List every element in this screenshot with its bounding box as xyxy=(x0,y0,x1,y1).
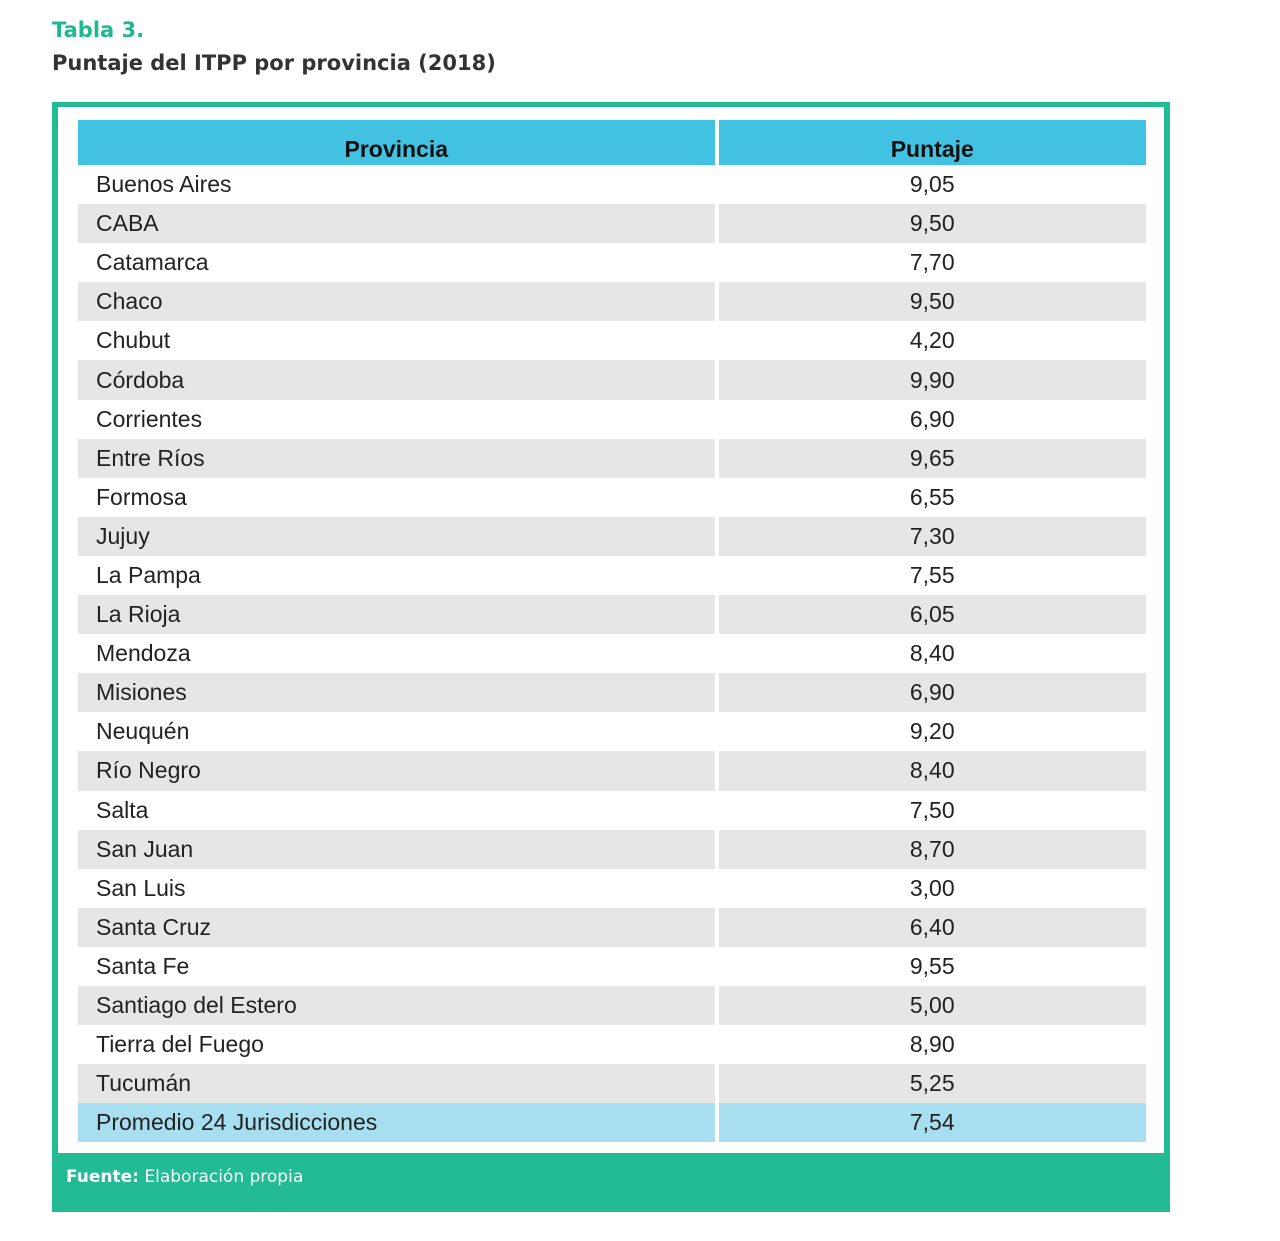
cell-puntaje: 5,25 xyxy=(719,1064,1146,1103)
table-row xyxy=(78,478,1146,517)
cell-puntaje: 7,50 xyxy=(719,791,1146,830)
cell-puntaje: 9,55 xyxy=(719,947,1146,986)
cell-puntaje: 6,40 xyxy=(719,908,1146,947)
table-row xyxy=(78,986,1146,1025)
table-row xyxy=(78,400,1146,439)
table-row xyxy=(78,321,1146,360)
cell-puntaje: 8,90 xyxy=(719,1025,1146,1064)
cell-provincia: San Juan xyxy=(78,830,715,869)
cell-provincia: Corrientes xyxy=(78,400,715,439)
cell-provincia: Chubut xyxy=(78,321,715,360)
cell-provincia: CABA xyxy=(78,204,715,243)
cell-puntaje: 3,00 xyxy=(719,869,1146,908)
table-row xyxy=(78,791,1146,830)
average-row xyxy=(78,1103,1146,1142)
cell-provincia: Río Negro xyxy=(78,751,715,790)
table-row xyxy=(78,243,1146,282)
cell-puntaje: 9,20 xyxy=(719,712,1146,751)
cell-provincia: Entre Ríos xyxy=(78,439,715,478)
cell-provincia: Misiones xyxy=(78,673,715,712)
table-row xyxy=(78,595,1146,634)
table-header-row xyxy=(78,120,1146,165)
cell-provincia: Formosa xyxy=(78,478,715,517)
table-row xyxy=(78,439,1146,478)
table-row xyxy=(78,282,1146,321)
cell-provincia: La Rioja xyxy=(78,595,715,634)
table-row xyxy=(78,869,1146,908)
cell-puntaje: 9,05 xyxy=(719,165,1146,204)
cell-puntaje: 4,20 xyxy=(719,321,1146,360)
cell-provincia: Neuquén xyxy=(78,712,715,751)
cell-provincia: San Luis xyxy=(78,869,715,908)
table-row xyxy=(78,165,1146,204)
table-row xyxy=(78,673,1146,712)
cell-provincia: Santa Cruz xyxy=(78,908,715,947)
cell-provincia: Salta xyxy=(78,791,715,830)
source-footer xyxy=(66,1167,303,1187)
cell-puntaje: 8,40 xyxy=(719,634,1146,673)
table-row xyxy=(78,1064,1146,1103)
table-row xyxy=(78,947,1146,986)
table-caption-title: Puntaje del ITPP por provincia (2018) xyxy=(52,51,496,75)
cell-puntaje: 7,30 xyxy=(719,517,1146,556)
cell-provincia: Santa Fe xyxy=(78,947,715,986)
table-row xyxy=(78,830,1146,869)
cell-puntaje: 8,70 xyxy=(719,830,1146,869)
table-row xyxy=(78,517,1146,556)
cell-provincia: La Pampa xyxy=(78,556,715,595)
cell-puntaje: 9,65 xyxy=(719,439,1146,478)
cell-puntaje: 8,40 xyxy=(719,751,1146,790)
cell-puntaje: 6,55 xyxy=(719,478,1146,517)
table-body xyxy=(78,165,1146,1142)
table-frame xyxy=(52,102,1170,1212)
table-row xyxy=(78,712,1146,751)
table-frame-inner xyxy=(58,107,1164,1153)
table-row xyxy=(78,634,1146,673)
cell-puntaje: 9,90 xyxy=(719,360,1146,399)
cell-provincia: Tucumán xyxy=(78,1064,715,1103)
cell-puntaje: 6,05 xyxy=(719,595,1146,634)
provinces-score-table xyxy=(74,120,1150,1142)
cell-provincia: Mendoza xyxy=(78,634,715,673)
cell-puntaje: 9,50 xyxy=(719,204,1146,243)
source-text: Elaboración propia xyxy=(144,1167,304,1187)
table-row xyxy=(78,1025,1146,1064)
cell-provincia: Chaco xyxy=(78,282,715,321)
source-label: Fuente: xyxy=(66,1167,139,1187)
cell-provincia: Tierra del Fuego xyxy=(78,1025,715,1064)
table-row xyxy=(78,360,1146,399)
cell-provincia: Jujuy xyxy=(78,517,715,556)
cell-puntaje: 7,55 xyxy=(719,556,1146,595)
table-row xyxy=(78,908,1146,947)
cell-puntaje: 9,50 xyxy=(719,282,1146,321)
cell-provincia: Santiago del Estero xyxy=(78,986,715,1025)
table-row xyxy=(78,751,1146,790)
cell-puntaje: 6,90 xyxy=(719,673,1146,712)
average-label: Promedio 24 Jurisdicciones xyxy=(78,1103,715,1142)
cell-puntaje: 7,70 xyxy=(719,243,1146,282)
header-puntaje: Puntaje xyxy=(719,120,1146,165)
cell-provincia: Buenos Aires xyxy=(78,165,715,204)
table-row xyxy=(78,556,1146,595)
cell-provincia: Córdoba xyxy=(78,360,715,399)
cell-puntaje: 6,90 xyxy=(719,400,1146,439)
cell-provincia: Catamarca xyxy=(78,243,715,282)
cell-puntaje: 5,00 xyxy=(719,986,1146,1025)
table-caption-label: Tabla 3. xyxy=(52,18,145,42)
header-provincia: Provincia xyxy=(78,120,715,165)
average-value: 7,54 xyxy=(719,1103,1146,1142)
table-row xyxy=(78,204,1146,243)
